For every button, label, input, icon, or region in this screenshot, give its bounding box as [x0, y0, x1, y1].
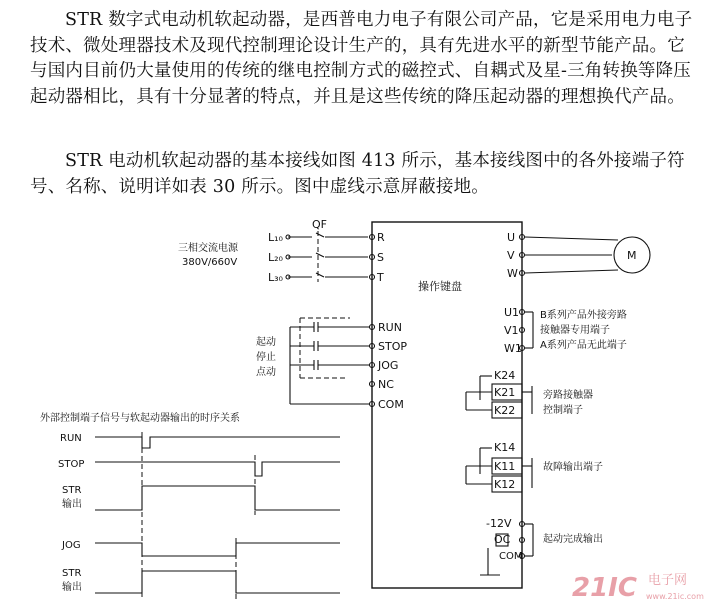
timing-title: 外部控制端子信号与软起动器输出的时序关系: [40, 413, 240, 424]
intro-paragraph: STR 数字式电动机软起动器，是西普电力电子有限公司产品，它是采用电力电子技术、微处理器技术及现代控制理论设计生产的，具有先进水平的新型节能产品。它与国内目前仍大量使用的传统的继电控制方式的磁控式、自耦式及星-三角转换等降压起动器相比，具有十分显著的特点，并且是这些传统的降压起动器的理想换代产品。: [30, 10, 693, 107]
bypass-v1: V1: [504, 324, 519, 337]
ctrl-nc: NC: [378, 378, 394, 391]
power-label: 三相交流电源: [178, 243, 238, 254]
power-lines: [286, 231, 368, 282]
label-stop: 停止: [256, 352, 276, 363]
line-l3: L₃₀: [268, 271, 283, 284]
k14-label: K14: [494, 441, 516, 454]
ctrl-run: RUN: [378, 321, 402, 334]
watermark-logo: 21IC: [572, 573, 637, 603]
bypass-label-1: B系列产品外接旁路: [540, 310, 627, 321]
breaker-label: QF: [312, 218, 327, 231]
terminal-v: V: [507, 249, 515, 262]
timing-jog: JOG: [62, 540, 81, 551]
ctrl-stop: STOP: [378, 340, 407, 353]
timing-str2-b: 输出: [62, 582, 82, 593]
voltage-label: 380V/660V: [182, 257, 238, 268]
timing-waveforms: [95, 432, 340, 600]
terminal-t: T: [377, 271, 384, 284]
wiring-paragraph: STR 电动机软起动器的基本接线如图 413 所示，基本接线图中的各外接端子符号、名称、说明详如表 30 所示。图中虚线示意屏蔽接地。: [30, 151, 685, 197]
timing-str2-a: STR: [62, 568, 82, 579]
k21-label: K21: [494, 386, 516, 399]
bypass-label-3: A系列产品无此端子: [540, 340, 627, 351]
watermark-cn: 电子网: [648, 573, 688, 588]
panel-label: 操作键盘: [418, 280, 462, 293]
motor-wiring: [520, 235, 619, 276]
neg12v-label: -12V: [486, 517, 512, 530]
bypass-w1: W1: [504, 342, 522, 355]
k22-label: K22: [494, 404, 516, 417]
k12-label: K12: [494, 478, 516, 491]
terminal-r: R: [377, 231, 385, 244]
line-l2: L₂₀: [268, 251, 283, 264]
timing-str1-a: STR: [62, 485, 82, 496]
com-label: COM: [499, 551, 523, 562]
timing-stop: STOP: [58, 459, 85, 470]
k2-label-1: 旁路接触器: [543, 390, 593, 401]
ctrl-com: COM: [378, 398, 404, 411]
line-l1: L₁₀: [268, 231, 283, 244]
ctrl-jog: JOG: [378, 359, 399, 372]
label-start: 起动: [256, 337, 276, 348]
control-wiring: [290, 318, 375, 407]
watermark-url: www.21ic.com: [646, 592, 704, 601]
terminal-w: W: [507, 267, 518, 280]
bypass-u1: U1: [504, 306, 520, 319]
oc-label: OC: [494, 533, 511, 546]
k2-label-2: 控制端子: [543, 405, 583, 416]
label-jog: 点动: [256, 367, 276, 378]
k11-label: K11: [494, 460, 516, 473]
k1-label: 故障输出端子: [543, 462, 603, 473]
k24-label: K24: [494, 369, 516, 382]
motor-label: M: [627, 249, 637, 262]
terminal-u: U: [507, 231, 516, 244]
complete-label: 起动完成输出: [543, 534, 603, 545]
terminal-s: S: [377, 251, 384, 264]
timing-run: RUN: [60, 433, 82, 444]
bypass-label-2: 接触器专用端子: [540, 325, 610, 336]
timing-str1-b: 输出: [62, 499, 82, 510]
